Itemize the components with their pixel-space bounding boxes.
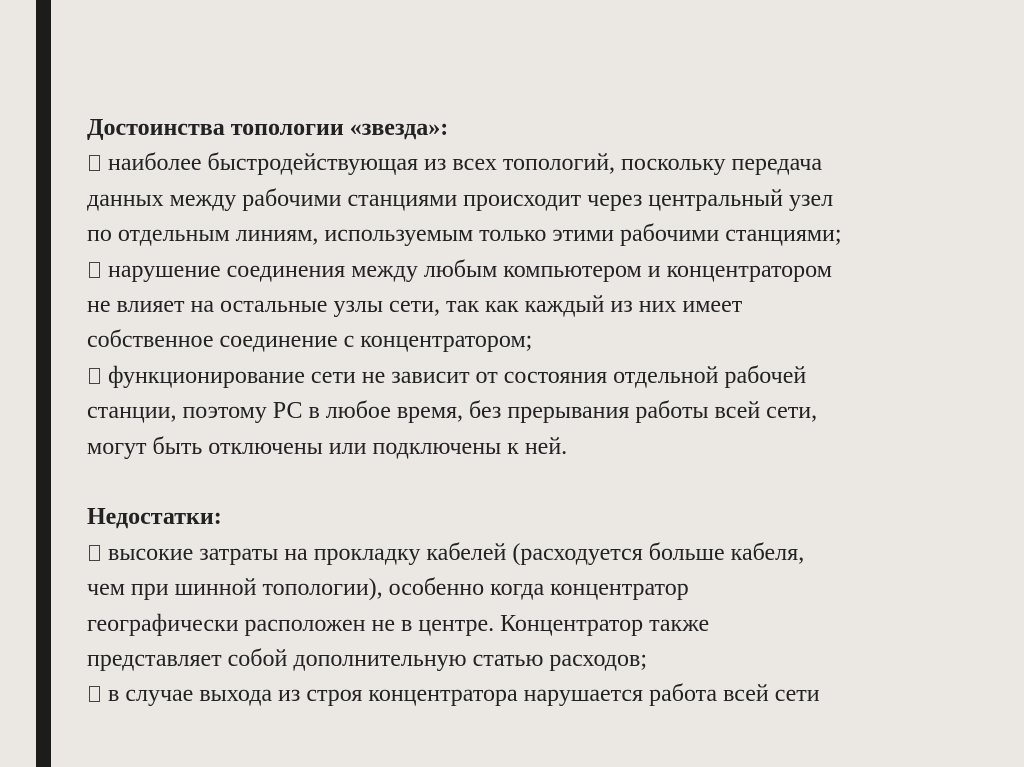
text-line: не влияет на остальные узлы сети, так как каждый из них имеет: [87, 292, 743, 319]
text-line: по отдельным линиям, используемым только этими рабочими станциями;: [87, 221, 842, 248]
text-line: данных между рабочими станциями происходит через центральный узел: [87, 185, 834, 212]
left-accent-bar: [36, 0, 51, 767]
text-line: могут быть отключены или подключены к ней.: [87, 433, 568, 460]
advantage-item: [87, 146, 987, 252]
advantage-item: [87, 359, 987, 465]
checkbox-bullet-icon: [89, 155, 100, 171]
text-line: нарушение соединения между любым компьютером и концентратором: [87, 253, 987, 288]
slide-content: [87, 111, 987, 713]
section-gap: [87, 465, 987, 500]
checkbox-bullet-icon: [89, 545, 100, 561]
disadvantage-item: [87, 677, 987, 712]
checkbox-bullet-icon: [89, 368, 100, 384]
advantages-heading: Достоинства топологии «звезда»:: [87, 115, 449, 141]
disadvantages-heading: Недостатки:: [87, 504, 222, 531]
text-line: представляет собой дополнительную статью расходов;: [87, 646, 648, 673]
text-line: в случае выхода из строя концентратора нарушается работа всей сети: [87, 677, 987, 712]
text-line: высокие затраты на прокладку кабелей (расходуется больше кабеля,: [87, 536, 987, 571]
text-line: станции, поэтому РС в любое время, без прерывания работы всей сети,: [87, 398, 818, 425]
text-line: чем при шинной топологии), особенно когда концентратор: [87, 575, 689, 602]
text-line: наиболее быстродействующая из всех топологий, поскольку передача: [87, 146, 987, 181]
advantage-item: [87, 253, 987, 359]
text-line: географически расположен не в центре. Концентратор также: [87, 610, 710, 637]
text-line: функционирование сети не зависит от состояния отдельной рабочей: [87, 359, 987, 394]
checkbox-bullet-icon: [89, 262, 100, 278]
disadvantage-item: [87, 536, 987, 678]
checkbox-bullet-icon: [89, 686, 100, 702]
text-line: собственное соединение с концентратором;: [87, 327, 533, 354]
